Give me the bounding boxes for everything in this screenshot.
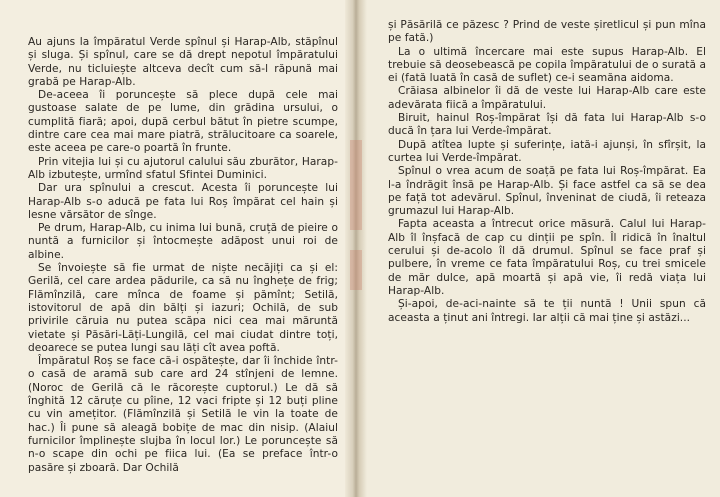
paragraph: La o ultimă încercare mai este supus Harap-Alb. El trebuie să deosebească pe copila împăratului de o surată a ei (fată luată în casă de suflet) ce-i seamăna aidoma.: [388, 45, 706, 85]
paragraph: Și-apoi, de-aci-nainte să te ții nuntă ! Unii spun că aceasta a ținut ani întregi. Iar alții că mai ține și astăzi...: [388, 298, 706, 324]
right-page: [360, 0, 720, 497]
paragraph: Se învoiește să fie urmat de niște necăjiți ca și el: Gerilă, cel care ardea pădurile, ca să nu înghețe de frig; Flămînzilă, care mînca de foame și pămînt; Setilă, istovitorul de apă din bălți și iazuri; Ochilă, de sub privirile căruia nu putea scăpa nici cea mai măruntă vietate și Păsări-Lăți-Lungilă, cel mai ciudat dintre toți, deoarece se putea lungi sau lăți cît avea poftă.: [28, 262, 338, 354]
paragraph: Biruit, hainul Roș-împărat își dă fata lui Harap-Alb s-o ducă în țara lui Verde-împărat.: [388, 112, 706, 138]
paragraph: Prin vitejia lui și cu ajutorul calului său zburător, Harap-Alb izbutește, urmînd sfatul Sfintei Duminici.: [28, 155, 338, 181]
paragraph: De-aceea îi poruncește să plece după cele mai gustoase salate de pe lume, din grădina ursului, o cumplită fiară; apoi, după cerbul bătut în pietre scumpe, dintre care cea mai mare piatră, strălucitoare ca soarele, este aceea pe care-o poartă în frunte.: [28, 89, 338, 155]
paragraph: După atîtea lupte și suferințe, iată-i ajunși, în sfîrșit, la curtea lui Verde-împărat.: [388, 138, 706, 164]
paragraph: Crăiasa albinelor îi dă de veste lui Harap-Alb care este adevărata fiică a împăratului.: [388, 85, 706, 111]
paragraph: Dar ura spînului a crescut. Acesta îi poruncește lui Harap-Alb s-o aducă pe fata lui Roș împărat cel hain și lesne vărsător de sînge.: [28, 182, 338, 221]
paragraph: Fapta aceasta a întrecut orice măsură. Calul lui Harap-Alb îl înșfacă de cap cu dinții pe spîn. Îl ridică în înaltul cerului și de-acolo îl dă drumul. Spînul se face praf și pulbere, în vreme ce fata împăratului Roș, cu trei smicele de măr dulce, apă moartă și apă vie, îi redă viața lui Harap-Alb.: [388, 218, 706, 297]
paragraph: Împăratul Roș se face că-i ospătește, dar îi închide într-o casă de aramă sub care ard 24 stînjeni de lemne. (Noroc de Gerilă că le răcorește cuptorul.) Le dă să înghită 12 căruțe cu pîine, 12 vaci fripte și 12 buți pline cu vin amețitor. (Flămînzilă și Setilă le vin la toate de hac.) Îi pune să aleagă bobițe de mac din nisip. (Alaiul furnicilor împlinește slujba în locul lor.) Le poruncește să n-o scape din ochi pe fiica lui. (Ea se preface într-o pasăre și zboară. Dar Ochilă: [28, 355, 338, 474]
binding-stain: [350, 250, 362, 290]
book-gutter: [345, 0, 367, 497]
binding-stain: [350, 140, 362, 230]
paragraph: Pe drum, Harap-Alb, cu inima lui bună, cruță de pieire o nuntă a furnicilor și întocmește adăpost unui roi de albine.: [28, 222, 338, 261]
paragraph: Spînul o vrea acum de soață pe fata lui Roș-împărat. Ea l-a îndrăgit însă pe Harap-Alb. Și face astfel ca să se dea pe față tot adevărul. Spînul, înveninat de ciudă, îi reteaza grumazul lui Harap-Alb.: [388, 165, 706, 218]
paragraph: și Păsărilă ce păzesc ? Prind de veste șiretlicul și pun mîna pe fată.): [388, 19, 706, 45]
paragraph: Au ajuns la împăratul Verde spînul și Harap-Alb, stăpînul și sluga. Și spînul, care se dă drept nepotul împăratului Verde, nu ticluiește altceva decît cum să-l răpună mai grabă pe Harap-Alb.: [28, 36, 338, 88]
